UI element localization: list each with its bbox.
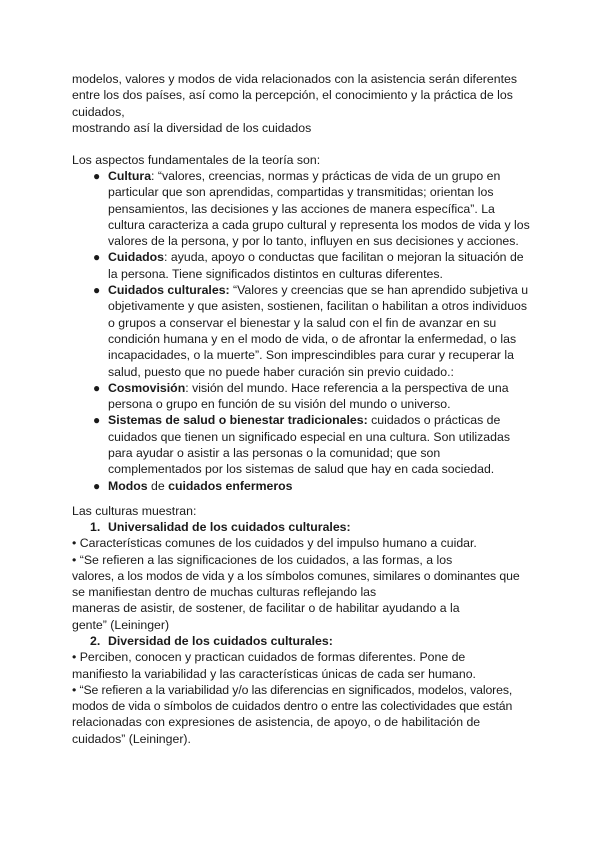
section-universalidad: [72, 519, 532, 633]
section-number: 1.: [90, 520, 101, 534]
item-text: visión del mundo. Hace referencia a la perspectiva de una persona o grupo en función de su visión del mundo o universo.: [108, 380, 509, 412]
term-modos: Modos: [108, 478, 148, 493]
section-number: 2.: [90, 634, 101, 648]
section-line: manifiesto la variabilidad y las características únicas de cada ser humano.: [72, 666, 476, 681]
section-line: maneras de asistir, de sostener, de facilitar o de habilitar ayudando a la: [72, 601, 460, 616]
aspects-heading: Los aspectos fundamentales de la teoría son:: [72, 153, 321, 167]
item-text: de: [147, 478, 169, 493]
cultures-heading: Las culturas muestran:: [72, 504, 197, 518]
section-line: gente” (Leininger): [72, 617, 170, 632]
bullet-icon: ●: [93, 413, 101, 428]
aspects-list: [72, 168, 532, 494]
section-diversidad: [72, 633, 532, 747]
term-cuidados: Cuidados: [108, 250, 165, 265]
section-line: valores, a los modos de vida y a los símbolos comunes, similares o dominantes que: [72, 568, 520, 583]
term-cultura: Cultura: [108, 169, 152, 183]
section-line: se manifiestan dentro de muchas culturas reflejando las: [72, 585, 377, 600]
item-text: ayuda, apoyo o conductas que facilitan o mejoran la situación de la persona. Tiene significados distintos en culturas diferentes.: [108, 250, 524, 281]
list-item: [72, 249, 532, 282]
bullet-icon: ●: [93, 169, 101, 183]
section-title: 2. Diversidad de los cuidados culturales:: [90, 634, 333, 648]
bullet-icon: ●: [93, 380, 101, 395]
list-item: [72, 478, 532, 494]
item-text: cuidados o prácticas de cuidados que tienen un significado especial en una cultura. Son utilizadas para ayudar o asistir a las personas o la comunidad; que son complementados por los sistemas de salud que hay en cada sociedad.: [108, 413, 510, 477]
bullet-icon: ●: [93, 478, 101, 493]
section-title: 1. Universalidad de los cuidados culturales:: [90, 520, 351, 534]
item-text: “Valores y creencias que se han aprendido subjetiva u objetivamente y que asisten, sostienen, facilitan o habilitan a otros individuos o grupos a conservar el bienestar y la salud con el fin de avanzar en su condición humana y en el modo de vida, o de afrontar la enfermedad, o las incapacidades, o la muerte”. Son imprescindibles para curar y recuperar la salud, puesto que no puede haber curación sin previo cuidado.:: [108, 283, 529, 379]
section-line: • “Se refieren a las significaciones de los cuidados, a las formas, a los: [72, 552, 453, 567]
bullet-icon: ●: [93, 283, 101, 298]
section-line: modos de vida o símbolos de cuidados dentro o entre las colectividades que están: [72, 699, 513, 714]
list-item: [72, 282, 532, 380]
list-item: [72, 168, 532, 249]
section-line: relacionadas con expresiones de asistencia, de apoyo, o de habilitación de: [72, 715, 481, 730]
term-cosmovision: Cosmovisión: [108, 380, 186, 395]
section-line: • “Se refieren a la variabilidad y/o las diferencias en significados, modelos, valores,: [72, 682, 513, 697]
bullet-icon: ●: [93, 250, 101, 265]
intro-paragraph: [72, 71, 532, 136]
term-sistemas-de-salud: Sistemas de salud o bienestar tradicionales:: [108, 413, 368, 428]
term-cuidados-enfermeros: cuidados enfermeros: [168, 478, 293, 493]
item-text: “valores, creencias, normas y prácticas de vida de un grupo en particular que son aprendidas, compartidas y transmitidas; orientan los pensamientos, las decisiones y las acciones de manera específica”. La cultura caracteriza a cada grupo cultural y representa los modos de vida y los valores de la persona, y por lo tanto, influyen en sus decisiones y acciones.: [108, 169, 530, 249]
intro-line: mostrando así la diversidad de los cuidados: [72, 120, 312, 135]
section-line: • Perciben, conocen y practican cuidados de formas diferentes. Pone de: [72, 650, 466, 665]
intro-line: cuidados,: [72, 104, 125, 119]
term-cuidados-culturales: Cuidados culturales:: [108, 283, 230, 298]
intro-line: modelos, valores y modos de vida relacionados con la asistencia serán diferentes: [72, 72, 517, 86]
section-line: • Características comunes de los cuidados y del impulso humano a cuidar.: [72, 536, 477, 551]
list-item: [72, 380, 532, 413]
intro-line: entre los dos países, así como la percepción, el conocimiento y la práctica de los: [72, 88, 513, 103]
term-separator: :: [185, 380, 193, 395]
list-item: [72, 412, 532, 477]
term-separator: :: [151, 169, 158, 183]
section-line: cuidados” (Leininger).: [72, 731, 191, 746]
term-separator: :: [164, 250, 171, 265]
